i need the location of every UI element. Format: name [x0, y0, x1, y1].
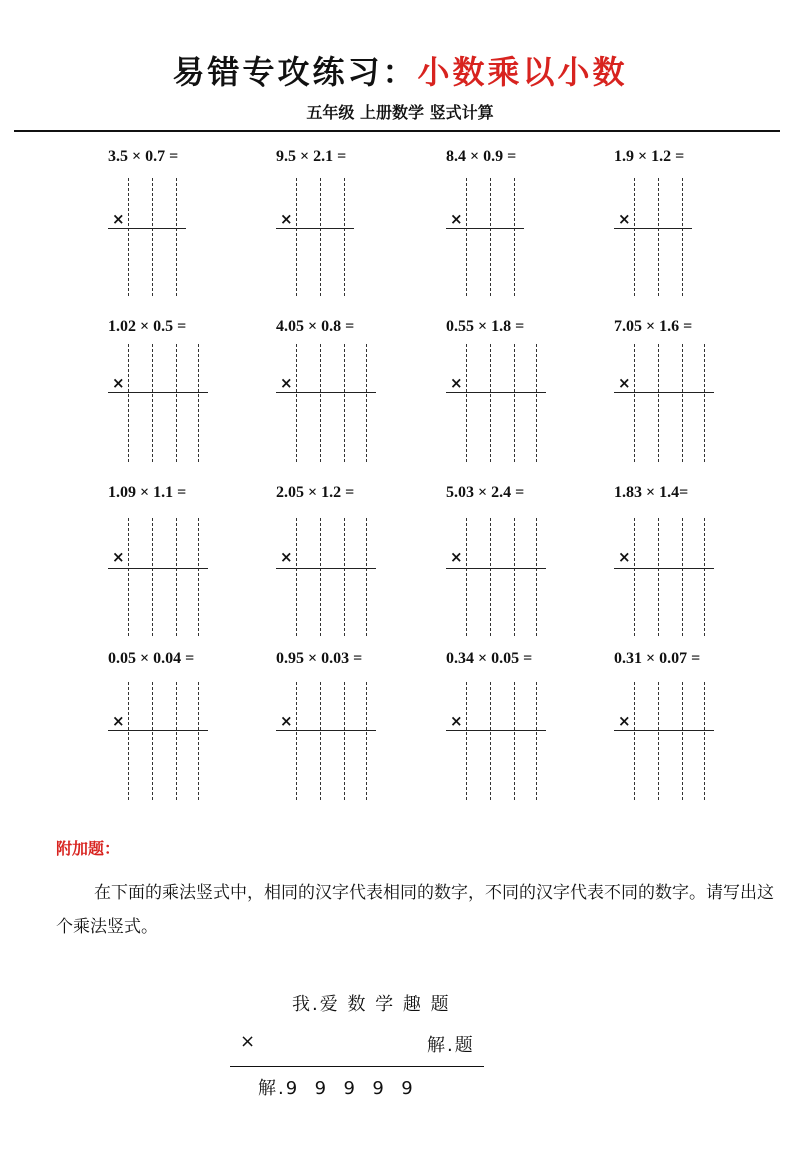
- digit-column-guide: [466, 178, 467, 296]
- digit-column-guide: [176, 518, 177, 636]
- problem-2-3: [446, 318, 626, 478]
- problem-3-1: [108, 484, 288, 644]
- digit-column-guide: [682, 178, 683, 296]
- digit-column-guide: [682, 344, 683, 462]
- problem-1-2: [276, 148, 456, 308]
- product-line: [108, 730, 208, 731]
- digit-column-guide: [152, 344, 153, 462]
- problem-1-4: [614, 148, 794, 308]
- multiply-sign: ×: [618, 712, 631, 730]
- problem-3-4: [614, 484, 794, 644]
- multiply-sign: ×: [280, 210, 293, 228]
- digit-column-guide: [152, 518, 153, 636]
- multiply-sign: ×: [450, 210, 463, 228]
- digit-column-guide: [320, 682, 321, 800]
- problem-4-1: [108, 650, 288, 810]
- digit-column-guide: [514, 682, 515, 800]
- digit-column-guide: [704, 344, 705, 462]
- problem-expression: 1.9 × 1.2 =: [614, 148, 685, 165]
- multiply-sign: ×: [280, 548, 293, 566]
- problem-1-3: [446, 148, 626, 308]
- problem-expression: 1.02 × 0.5 =: [108, 318, 187, 335]
- digit-column-guide: [514, 344, 515, 462]
- problem-expression: 0.34 × 0.05 =: [446, 650, 533, 667]
- digit-column-guide: [658, 344, 659, 462]
- digit-column-guide: [490, 178, 491, 296]
- multiply-sign: ×: [280, 712, 293, 730]
- digit-column-guide: [344, 344, 345, 462]
- product-line: [446, 392, 546, 393]
- puzzle-multiply-sign: ×: [240, 1031, 258, 1052]
- digit-column-guide: [514, 518, 515, 636]
- digit-column-guide: [682, 518, 683, 636]
- problem-expression: 0.05 × 0.04 =: [108, 650, 195, 667]
- multiply-sign: ×: [112, 374, 125, 392]
- problem-2-2: [276, 318, 456, 478]
- multiply-sign: ×: [450, 712, 463, 730]
- digit-column-guide: [320, 344, 321, 462]
- digit-column-guide: [366, 518, 367, 636]
- multiply-sign: ×: [450, 548, 463, 566]
- product-line: [108, 392, 208, 393]
- product-line: [614, 392, 714, 393]
- puzzle-product-line: [230, 1066, 484, 1067]
- digit-column-guide: [536, 344, 537, 462]
- problem-4-2: [276, 650, 456, 810]
- multiply-sign: ×: [618, 548, 631, 566]
- digit-column-guide: [296, 518, 297, 636]
- problem-expression: 0.31 × 0.07 =: [614, 650, 701, 667]
- digit-column-guide: [152, 682, 153, 800]
- multiply-sign: ×: [112, 210, 125, 228]
- problem-4-4: [614, 650, 794, 810]
- digit-column-guide: [514, 178, 515, 296]
- product-line: [276, 568, 376, 569]
- product-line: [446, 730, 546, 731]
- digit-column-guide: [658, 178, 659, 296]
- digit-column-guide: [366, 682, 367, 800]
- problem-expression: 3.5 × 0.7 =: [108, 148, 179, 165]
- digit-column-guide: [634, 518, 635, 636]
- digit-column-guide: [658, 682, 659, 800]
- digit-column-guide: [466, 518, 467, 636]
- multiply-sign: ×: [618, 374, 631, 392]
- digit-column-guide: [128, 682, 129, 800]
- header-divider: [14, 130, 780, 132]
- page-title: [0, 50, 800, 94]
- problem-3-2: [276, 484, 456, 644]
- digit-column-guide: [198, 682, 199, 800]
- digit-column-guide: [490, 682, 491, 800]
- digit-column-guide: [198, 518, 199, 636]
- product-line: [614, 568, 714, 569]
- digit-column-guide: [344, 178, 345, 296]
- digit-column-guide: [366, 344, 367, 462]
- problem-expression: 4.05 × 0.8 =: [276, 318, 355, 335]
- problem-expression: 7.05 × 1.6 =: [614, 318, 693, 335]
- problem-2-1: [108, 318, 288, 478]
- digit-column-guide: [296, 682, 297, 800]
- puzzle-row-multiplicand: 我.爱 数 学 趣 题: [292, 994, 451, 1015]
- digit-column-guide: [490, 518, 491, 636]
- digit-column-guide: [320, 518, 321, 636]
- problem-1-1: [108, 148, 288, 308]
- problem-expression: 1.83 × 1.4=: [614, 484, 689, 501]
- problem-4-3: [446, 650, 626, 810]
- problem-expression: 0.95 × 0.03 =: [276, 650, 363, 667]
- digit-column-guide: [296, 178, 297, 296]
- title-topic: 小数乘以小数: [417, 53, 628, 91]
- product-line: [446, 568, 546, 569]
- digit-column-guide: [704, 518, 705, 636]
- product-line: [108, 568, 208, 569]
- digit-column-guide: [152, 178, 153, 296]
- page-subtitle: 五年级 上册数学 竖式计算: [306, 103, 494, 122]
- digit-column-guide: [344, 518, 345, 636]
- product-line: [276, 392, 376, 393]
- title-main: 易错专攻练习：: [172, 53, 418, 91]
- product-line: [614, 228, 692, 229]
- problem-3-3: [446, 484, 626, 644]
- digit-column-guide: [320, 178, 321, 296]
- problem-expression: 5.03 × 2.4 =: [446, 484, 525, 501]
- digit-column-guide: [634, 682, 635, 800]
- digit-column-guide: [128, 178, 129, 296]
- multiply-sign: ×: [618, 210, 631, 228]
- digit-column-guide: [176, 178, 177, 296]
- product-line: [614, 730, 714, 731]
- digit-column-guide: [128, 518, 129, 636]
- digit-column-guide: [466, 682, 467, 800]
- problem-expression: 8.4 × 0.9 =: [446, 148, 517, 165]
- multiply-sign: ×: [112, 712, 125, 730]
- digit-column-guide: [128, 344, 129, 462]
- multiply-sign: ×: [280, 374, 293, 392]
- problem-expression: 9.5 × 2.1 =: [276, 148, 347, 165]
- digit-column-guide: [536, 682, 537, 800]
- digit-column-guide: [296, 344, 297, 462]
- extra-question-label: 附加题：: [56, 839, 121, 858]
- digit-column-guide: [198, 344, 199, 462]
- digit-column-guide: [634, 178, 635, 296]
- problem-2-4: [614, 318, 794, 478]
- problem-expression: 0.55 × 1.8 =: [446, 318, 525, 335]
- extra-question-text: 在下面的乘法竖式中，相同的汉字代表相同的数字，不同的汉字代表不同的数字。请写出这个乘法竖式。: [56, 883, 774, 937]
- digit-column-guide: [176, 682, 177, 800]
- digit-column-guide: [490, 344, 491, 462]
- product-line: [276, 730, 376, 731]
- digit-column-guide: [344, 682, 345, 800]
- digit-column-guide: [658, 518, 659, 636]
- digit-column-guide: [682, 682, 683, 800]
- multiply-sign: ×: [112, 548, 125, 566]
- digit-column-guide: [176, 344, 177, 462]
- digit-column-guide: [704, 682, 705, 800]
- puzzle-row-multiplier: 解.题: [427, 1035, 475, 1056]
- digit-column-guide: [466, 344, 467, 462]
- puzzle-row-product: 解.9 9 9 9 9: [258, 1078, 415, 1099]
- product-line: [446, 228, 524, 229]
- digit-column-guide: [536, 518, 537, 636]
- digit-column-guide: [634, 344, 635, 462]
- product-line: [276, 228, 354, 229]
- problem-expression: 2.05 × 1.2 =: [276, 484, 355, 501]
- problem-expression: 1.09 × 1.1 =: [108, 484, 187, 501]
- multiply-sign: ×: [450, 374, 463, 392]
- product-line: [108, 228, 186, 229]
